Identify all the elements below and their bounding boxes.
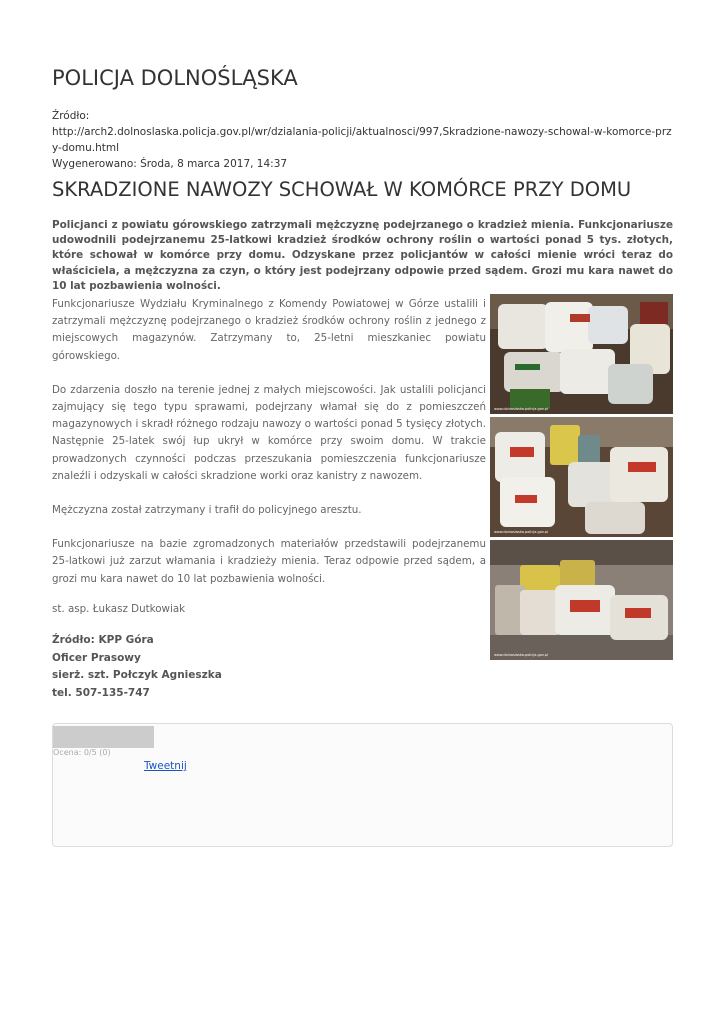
photo-watermark: www.dolnoslaska.policja.gov.pl	[494, 530, 548, 534]
photo-fertilizer-bags-3[interactable]	[490, 540, 673, 660]
paragraph: Mężczyzna został zatrzymany i trafił do policyjnego aresztu.	[52, 504, 362, 517]
photo-gallery	[490, 294, 673, 663]
paragraph: Funkcjonariusze Wydziału Kryminalnego z Komendy Powiatowej w Górze ustalili i zatrzymali mężczyznę podejrzanego o kradzież środków ochrony roślin z jednego z miejscowych magazynów. Zatrzymany to, 25-letni mieszkaniec powiatu górowskiego.	[52, 298, 486, 362]
source-line: sierż. szt. Połczyk Agnieszka	[52, 669, 222, 681]
article-lead: Policjanci z powiatu górowskiego zatrzymali mężczyznę podejrzanego o kradzież mienia. Funkcjonariusze udowodnili podejrzanemu 25-latkowi kradzież środków ochrony roślin o wartości ponad 5 tys. złotych, które schował w komórce przy domu. Odzyskane przez policjantów w całości mienie wróci teraz do właściciela, a mężczyzna za czyn, o który jest podejrzany odpowie przed sądem. Grozi mu kara nawet do 10 lat pozbawienia wolności.	[52, 219, 673, 292]
photo-fertilizer-bags-2[interactable]	[490, 417, 673, 537]
site-title: POLICJA DOLNOŚLĄSKA	[52, 66, 298, 90]
photo-fertilizer-bags-1[interactable]	[490, 294, 673, 414]
source-url: http://arch2.dolnoslaska.policja.gov.pl/wr/dzialania-policji/aktualnosci/997,Skradzione-nawozy-schowal-w-komorce-przy-domu.html	[52, 126, 672, 154]
rating-widget[interactable]	[53, 726, 154, 748]
generated-date: Wygenerowano: Środa, 8 marca 2017, 14:37	[52, 158, 288, 170]
paragraph: Do zdarzenia doszło na terenie jednej z małych miejscowości. Jak ustalili policjanci zajmujący się tego typu sprawami, podejrzany włamał się do z pomieszczeń magazynowych i skradł różnego rodzaju nawozy o wartości ponad 5 tysięcy złotych. Następnie 25-latek swój łup ukrył w komórce przy swoim domu. W trakcie prowadzonych czynności podczas przeszukania pomieszczenia funkcjonariusze znaleźli i odzyskali w całości skradzione worki oraz kanistry z nawozem.	[52, 383, 486, 482]
article-title: SKRADZIONE NAWOZY SCHOWAŁ W KOMÓRCE PRZY DOMU	[52, 178, 632, 201]
source-label: Źródło:	[52, 110, 90, 122]
photo-watermark: www.dolnoslaska.policja.gov.pl	[494, 407, 548, 411]
rating-panel	[52, 723, 673, 847]
source-meta	[52, 108, 673, 172]
source-block	[52, 632, 222, 702]
paragraph: Funkcjonariusze na bazie zgromadzonych materiałów przedstawili podejrzanemu 25-latkowi już zarzut włamania i kradzieży mienia. Teraz odpowie przed sądem, a grozi mu kara nawet do 10 lat pozbawienia wolności.	[52, 538, 486, 585]
rating-text: Ocena: 0/5 (0)	[53, 748, 111, 757]
photo-watermark: www.dolnoslaska.policja.gov.pl	[494, 653, 548, 657]
author: st. asp. Łukasz Dutkowiak	[52, 603, 186, 615]
source-line: Źródło: KPP Góra	[52, 634, 154, 646]
tweet-link[interactable]: Tweetnij	[144, 760, 187, 772]
source-line: tel. 507-135-747	[52, 686, 150, 699]
article-body	[52, 296, 486, 605]
source-line: Oficer Prasowy	[52, 651, 141, 664]
